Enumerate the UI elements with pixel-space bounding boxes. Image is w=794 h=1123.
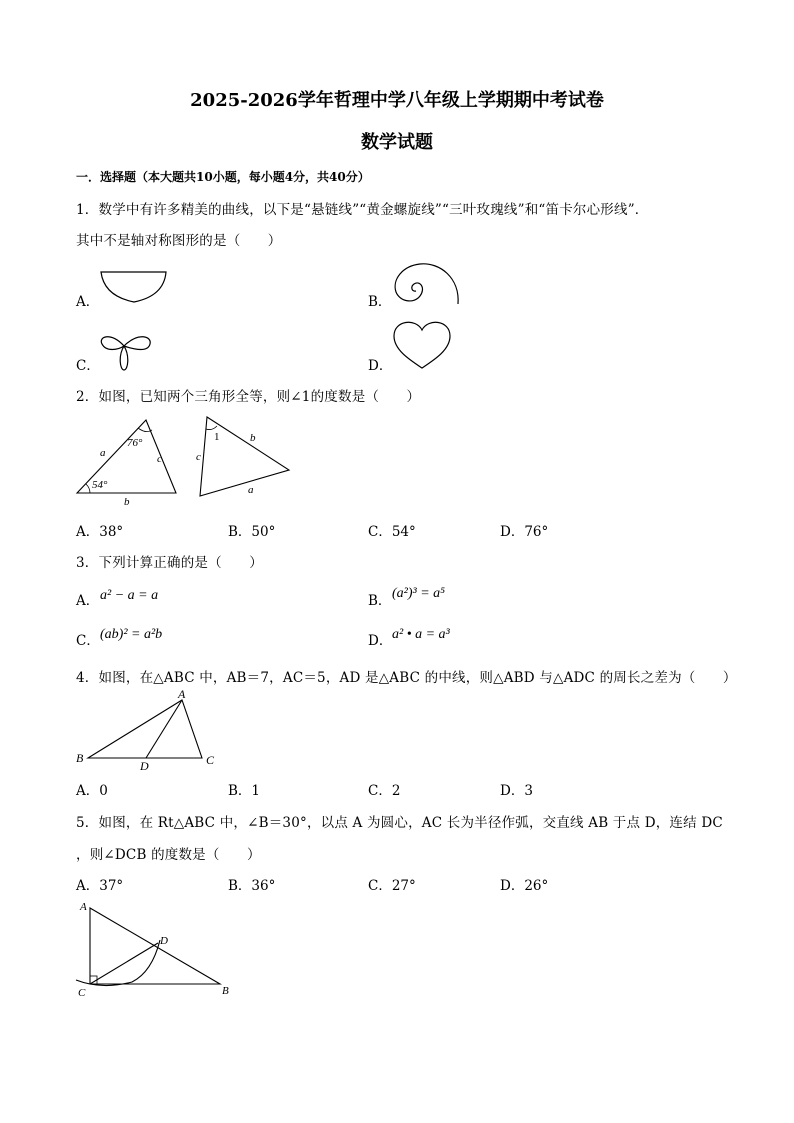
exam-subtitle: 数学试题	[361, 132, 433, 153]
q2-triangle-2	[192, 412, 297, 512]
q5-stem-line1: 5．如图，在 Rt△ABC 中，∠B＝30°，以点 A 为圆心，AC 长为半径作弧，交直线 AB 于点 D，连结 DC	[76, 815, 723, 831]
q4-option-b: B．1	[228, 783, 261, 799]
q4-option-d: D．3	[500, 783, 533, 799]
q5-option-b: B．36°	[228, 878, 276, 894]
q4-label-C: C	[206, 753, 215, 767]
q3-option-b-expr: (a²)³ = a⁵	[392, 586, 446, 601]
q5-right-triangle-figure	[72, 896, 237, 1000]
q1-option-c-label: C．	[76, 358, 100, 374]
q2-fig1-side-b: b	[124, 496, 130, 508]
q2-fig1-angle-left: 54°	[92, 479, 108, 491]
q2-fig2-side-b: b	[250, 432, 256, 444]
q5-option-c: C．27°	[368, 878, 416, 894]
q4-option-c: C．2	[368, 783, 401, 799]
section-heading: 一．选择题（本大题共10小题，每小题4分，共40分）	[76, 170, 370, 184]
q2-option-a: A．38°	[76, 524, 124, 540]
q2-fig1-angle-top: 76°	[127, 437, 143, 449]
q4-label-A: A	[178, 688, 186, 701]
q4-stem: 4．如图，在△ABC 中，AB＝7，AC＝5，AD 是△ABC 的中线，则△ABD 与△ADC 的周长之差为（ ）	[76, 670, 737, 686]
q3-option-c-expr: (ab)² = a²b	[100, 627, 163, 642]
q3-option-d-expr: a² • a = a³	[392, 627, 450, 642]
golden-spiral-figure	[388, 256, 468, 308]
q4-label-B: B	[76, 751, 84, 765]
catenary-figure	[96, 266, 176, 308]
q4-triangle-figure	[72, 688, 222, 772]
q4-option-a: A．0	[76, 783, 108, 799]
q1-option-b-label: B．	[368, 294, 392, 310]
q3-option-a-label: A．	[76, 593, 100, 609]
q3-option-d-label: D．	[368, 633, 393, 649]
q4-label-D: D	[140, 759, 149, 772]
q5-label-D: D	[160, 935, 168, 947]
q2-option-c: C．54°	[368, 524, 416, 540]
q2-triangle-1	[72, 412, 182, 512]
q3-option-c-label: C．	[76, 633, 100, 649]
three-leaf-rose-figure	[96, 318, 156, 374]
q2-option-d: D．76°	[500, 524, 549, 540]
q1-option-a-label: A．	[76, 294, 100, 310]
q3-option-a-expr: a² − a = a	[100, 588, 159, 603]
exam-title: 2025-2026学年哲理中学八年级上学期期中考试卷	[190, 90, 604, 111]
q5-label-B: B	[222, 985, 229, 997]
q2-fig2-side-c: c	[196, 451, 201, 463]
q5-option-a: A．37°	[76, 878, 124, 894]
q1-stem-line1: 1．数学中有许多精美的曲线，以下是“悬链线”“黄金螺旋线”“三叶玫瑰线”和“笛卡尔心形线”．	[76, 202, 649, 218]
q5-label-C: C	[78, 987, 86, 999]
q1-stem-line2: 其中不是轴对称图形的是（ ）	[76, 233, 282, 249]
q2-fig2-side-a: a	[248, 484, 254, 496]
q3-stem: 3．下列计算正确的是（ ）	[76, 555, 263, 571]
q2-fig1-side-a: a	[100, 447, 106, 459]
cardioid-figure	[388, 316, 458, 372]
q2-fig1-side-c: c	[157, 453, 162, 465]
q2-fig2-angle-1: 1	[214, 431, 220, 443]
q2-option-b: B．50°	[228, 524, 276, 540]
q5-stem-line2: ，则∠DCB 的度数是（ ）	[76, 847, 261, 863]
q1-option-d-label: D．	[368, 358, 393, 374]
q5-option-d: D．26°	[500, 878, 549, 894]
q3-option-b-label: B．	[368, 593, 392, 609]
q5-label-A: A	[80, 901, 87, 913]
q2-stem: 2．如图，已知两个三角形全等，则∠1的度数是（ ）	[76, 389, 421, 405]
